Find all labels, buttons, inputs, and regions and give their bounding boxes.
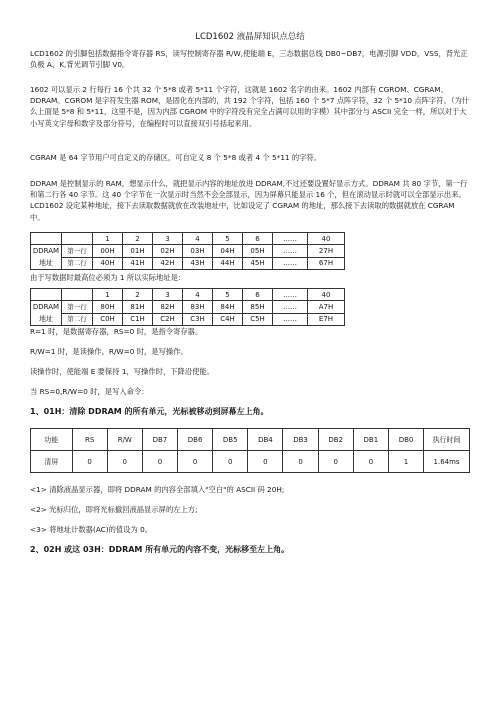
header-cell: DB0 [388, 429, 423, 451]
table-note: 由于写数据时最高位必须为 1 所以实际地址是： [30, 273, 186, 282]
table-header-row [31, 429, 470, 451]
document-title: LCD1602 液晶屏知识点总结 [195, 32, 305, 42]
table-row [31, 451, 470, 473]
row-group-label: DDRAM 地址 [31, 245, 62, 270]
table-cell: 41H [123, 257, 153, 270]
header-cell: DB5 [213, 429, 248, 451]
table-cell: C4H [213, 313, 243, 326]
table-cell: 45H [243, 257, 273, 270]
table-row [31, 257, 345, 270]
header-cell: DB4 [248, 429, 283, 451]
row-label: 第一行 [62, 245, 93, 258]
table-header-row [31, 289, 345, 301]
table-cell: 85H [243, 301, 273, 314]
header-cell: …… [273, 289, 308, 301]
table-cell: 82H [153, 301, 183, 314]
table-cell: 清屏 [31, 451, 73, 473]
header-cell: 40 [308, 233, 345, 245]
clear-command-table [30, 428, 470, 473]
paragraph-rom: 1602 可以显示 2 行每行 16 个共 32 个 5*8 或者 5*11 个字符，这就是 1602 名字的由来。1602 内部有 CGROM、CGRAM、DDRAM。CGROM 是字符发生器 ROM，是固化在内部的，共 192 个字符，包括 160 个 5*7 点阵字符，32 个 5*10 点阵字符。（为什么上面是 5*8 和 5*11，这里不是，因为内部 CGROM 中的字符没有完全占满可以用的字模）其中部分与 ASCII 完全一样，所以对于大小写英文字母和数字及部分符号，在编程时可以直接双引号括起来用。 [30, 85, 470, 128]
header-cell: 2 [123, 233, 153, 245]
header-cell: 1 [93, 233, 123, 245]
list-item: <2> 光标归位，即将光标撤回液晶显示屏的左上方; [30, 505, 198, 514]
table-cell: 0 [283, 451, 318, 473]
table-cell: E7H [308, 313, 345, 326]
table-cell: 80H [93, 301, 123, 314]
table-header-row [31, 233, 345, 245]
header-cell: 3 [153, 233, 183, 245]
table-cell: 0 [248, 451, 283, 473]
table-cell: 02H [153, 245, 183, 258]
table-cell: C1H [123, 313, 153, 326]
header-cell: 4 [183, 289, 213, 301]
note-command: 当 RS=0,R/W=0 时，是写入命令： [30, 387, 149, 396]
header-cell: 执行时间 [424, 429, 470, 451]
header-cell: 4 [183, 233, 213, 245]
ddram-actual-address-table [30, 288, 345, 326]
table-cell: C3H [183, 313, 213, 326]
table-cell: 44H [213, 257, 243, 270]
section-heading-home: 2、02H 或这 03H：DDRAM 所有单元的内容不变，光标移至左上角。 [30, 545, 290, 554]
table-cell: 0 [142, 451, 177, 473]
header-cell: R/W [107, 429, 142, 451]
note-enable: 读操作时，使能端 E 要保持 1，写操作时，下降沿使能。 [30, 367, 215, 376]
header-cell: 功能 [31, 429, 73, 451]
table-cell: 0 [353, 451, 388, 473]
table-cell: C5H [243, 313, 273, 326]
paragraph-cgram: CGRAM 是 64 字节用户可自定义的存储区，可自定义 8 个 5*8 或者 4 个 5*11 的字符。 [30, 153, 322, 162]
header-cell: DB6 [178, 429, 213, 451]
table-cell: 00H [93, 245, 123, 258]
row-label: 第二行 [62, 257, 93, 270]
header-cell: 6 [243, 233, 273, 245]
table-cell: 0 [318, 451, 353, 473]
table-cell: 04H [213, 245, 243, 258]
table-row [31, 313, 345, 326]
table-cell: 0 [107, 451, 142, 473]
header-cell: DB2 [318, 429, 353, 451]
header-cell: 5 [213, 289, 243, 301]
paragraph-ddram: DDRAM 是控制显示的 RAM，想显示什么，就把显示内容的地址放进 DDRAM,不过还要设置好显示方式。DDRAM 共 80 字节，第一行和第二行各 40 字节。这 40 个字节在一次显示时当然不会全部显示，因为屏幕只能显示 16 个，但在滚动显示时就可以全部显示出来。LCD1602 设定某种地址，接下去读取数据就放在改装地址中，比如设定了 CGRAM 的地址，那么接下去读取的数据就放在 CGRAM 中。 [30, 179, 468, 222]
table-cell: 0 [72, 451, 107, 473]
section-heading-clear: 1、01H：清除 DDRAM 的所有单元，光标被移动到屏幕左上角。 [30, 407, 269, 416]
header-cell: 1 [93, 289, 123, 301]
header-cell: 3 [153, 289, 183, 301]
table-cell: 42H [153, 257, 183, 270]
table-cell: …… [273, 257, 308, 270]
table-cell: 1 [388, 451, 423, 473]
header-cell: DB7 [142, 429, 177, 451]
header-cell: 2 [123, 289, 153, 301]
table-cell: …… [273, 313, 308, 326]
table-cell: 81H [123, 301, 153, 314]
table-cell: …… [273, 245, 308, 258]
table-cell: 67H [308, 257, 345, 270]
header-cell: DB3 [283, 429, 318, 451]
row-group-label: DDRAM 地址 [31, 301, 62, 326]
header-cell: 40 [308, 289, 345, 301]
row-label: 第二行 [62, 313, 93, 326]
table-cell: 1.64ms [424, 451, 470, 473]
table-cell: 83H [183, 301, 213, 314]
note-rs: R=1 时，是数据寄存器，RS=0 时，是指令寄存器。 [30, 327, 203, 336]
table-cell: 05H [243, 245, 273, 258]
list-item: <3> 将地址计数器(AC)的值设为 0。 [30, 525, 153, 534]
header-cell: …… [273, 233, 308, 245]
table-cell: C2H [153, 313, 183, 326]
header-cell: RS [72, 429, 107, 451]
paragraph-pins: LCD1602 的引脚包括数据指令寄存器 RS，读写控制寄存器 R/W,使能端 E，三态数据总线 DB0~DB7，电源引脚 VDD，VSS，背光正负极 A、K,背光调节引脚 V0。 [30, 49, 468, 70]
table-cell: 01H [123, 245, 153, 258]
table-row [31, 245, 345, 258]
table-cell: 03H [183, 245, 213, 258]
table-cell: 0 [178, 451, 213, 473]
table-cell: 0 [213, 451, 248, 473]
table-row [31, 301, 345, 314]
table-cell: …… [273, 301, 308, 314]
table-cell: 84H [213, 301, 243, 314]
table-cell: 40H [93, 257, 123, 270]
note-rw: R/W=1 时，是读操作，R/W=0 时，是写操作。 [30, 347, 188, 356]
row-label: 第一行 [62, 301, 93, 314]
ddram-address-table [30, 232, 345, 270]
table-cell: A7H [308, 301, 345, 314]
header-cell: 5 [213, 233, 243, 245]
header-cell: 6 [243, 289, 273, 301]
table-cell: C0H [93, 313, 123, 326]
table-cell: 27H [308, 245, 345, 258]
header-cell: DB1 [353, 429, 388, 451]
list-item: <1> 清除液晶显示器，即将 DDRAM 的内容全部填入"空白"的 ASCII 码 20H; [30, 485, 285, 494]
table-cell: 43H [183, 257, 213, 270]
